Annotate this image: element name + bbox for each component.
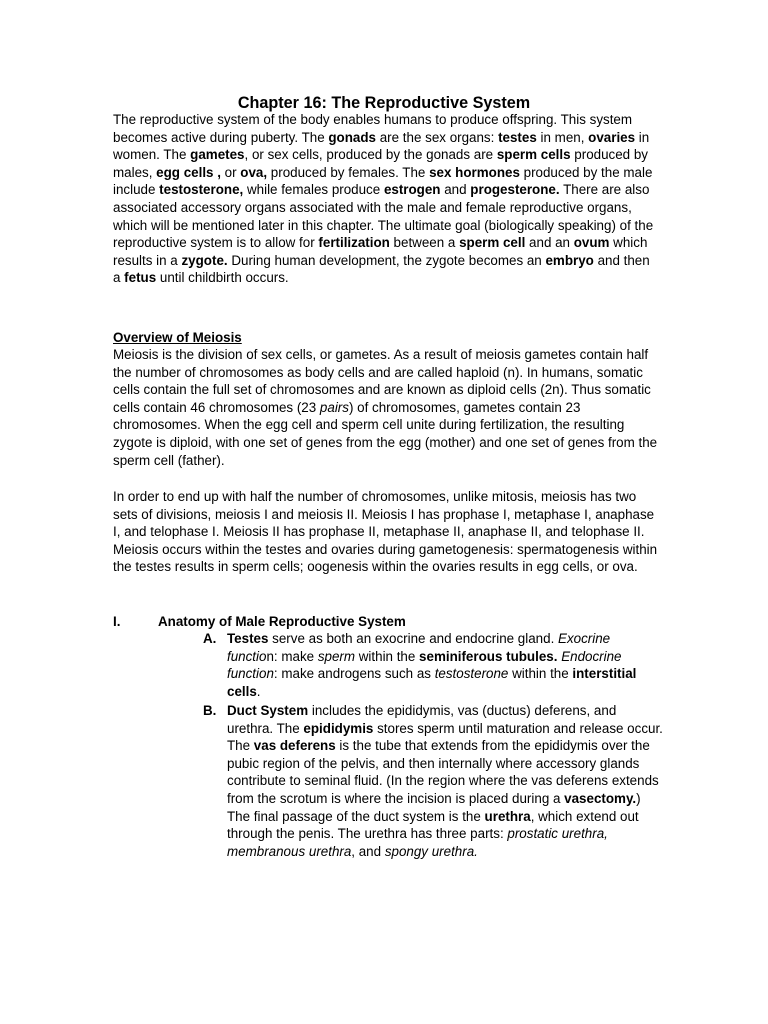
outline-heading-text: Anatomy of Male Reproductive System bbox=[158, 614, 406, 629]
bold-term: sex hormones bbox=[429, 164, 520, 180]
text-run: produced by females. The bbox=[267, 164, 430, 180]
outline-item-letter: B. bbox=[203, 703, 217, 718]
bold-term: embryo bbox=[545, 252, 594, 268]
text-run: produced by the male include bbox=[113, 164, 653, 198]
outline-item-text bbox=[227, 702, 663, 860]
bold-term: ovum bbox=[573, 235, 610, 251]
text-run: are the sex organs: bbox=[376, 129, 499, 145]
bold-term: egg cells , bbox=[156, 164, 221, 180]
text-run: Meiosis is the division of sex cells, or gametes. As a result of meiosis gametes contain half the number of chromosomes as body cells and are called haploid (n). In humans, somatic cells contain the full set of chromosomes and are known as diploid cells (2n). Thus somatic cells contain 46 chromosomes (23 bbox=[113, 347, 651, 415]
text-run: , or sex cells, produced by the gonads are bbox=[244, 147, 497, 163]
italic-term: testosterone bbox=[434, 666, 509, 682]
bold-term: ovaries bbox=[588, 129, 636, 145]
text-run: : make androgens such as bbox=[273, 666, 435, 682]
text-run: and bbox=[440, 182, 471, 198]
text-run: produced by males, bbox=[113, 147, 648, 180]
text-run: There are also associated accessory organs associated with the male and female reproductive organs, which will be mentioned later in this chapter. The ultimate goal (biologically speaking) of the reproductive system is to allow for bbox=[113, 182, 654, 251]
bold-term: epididymis bbox=[303, 720, 374, 736]
text-run: n: make bbox=[266, 648, 318, 664]
bold-term: zygote. bbox=[181, 252, 228, 268]
bold-term: vasectomy. bbox=[564, 790, 637, 806]
bold-term: sperm cells bbox=[496, 147, 571, 163]
bold-term: Testes bbox=[227, 631, 269, 646]
text-run: , and bbox=[351, 843, 385, 859]
text-run: and then a bbox=[113, 252, 650, 286]
bold-term: ova, bbox=[240, 164, 268, 180]
intro-paragraph bbox=[113, 111, 658, 287]
bold-term: gametes bbox=[190, 147, 245, 163]
italic-term: prostatic urethra, membranous urethra bbox=[227, 826, 608, 859]
text-run: in men, bbox=[536, 129, 589, 145]
italic-term: Exocrine functio bbox=[227, 631, 611, 664]
bold-term: sperm cell bbox=[459, 235, 526, 251]
italic-term: Endocrine function bbox=[227, 648, 622, 682]
bold-term: testes bbox=[498, 129, 537, 145]
section-heading-meiosis: Overview of Meiosis bbox=[113, 330, 242, 345]
text-run: in women. The bbox=[113, 129, 650, 163]
text-run: within the bbox=[355, 648, 420, 664]
meiosis-paragraph-1 bbox=[113, 346, 658, 469]
bold-term: progesterone. bbox=[470, 182, 560, 198]
page-title: Chapter 16: The Reproductive System bbox=[237, 94, 531, 112]
text-run: within the bbox=[508, 666, 573, 682]
bold-term: interstitial cells bbox=[227, 666, 637, 699]
text-run: serve as both an exocrine and endocrine gland. bbox=[268, 631, 559, 646]
outline-number: I. bbox=[113, 614, 121, 629]
outline-item-letter: A. bbox=[203, 631, 217, 646]
bold-term: urethra bbox=[484, 808, 531, 824]
text-run: The reproductive system of the body enables humans to produce offspring. This system becomes active during puberty. The bbox=[113, 112, 633, 145]
bold-term: vas deferens bbox=[253, 738, 336, 754]
text-run: ) The final passage of the duct system is the bbox=[227, 790, 641, 824]
meiosis-paragraph-2 bbox=[113, 488, 658, 576]
bold-term: estrogen bbox=[383, 182, 441, 198]
italic-term: spongy urethra. bbox=[384, 843, 478, 859]
bold-term: seminiferous tubules. bbox=[419, 648, 558, 664]
text-run: is the tube that extends from the epididymis over the pubic region of the pelvis, and then internally where accessory glands contribute to seminal fluid. (In the region where the vas deferens extends from the scrotum is where the incision is placed during a bbox=[227, 738, 659, 806]
text-run: and an bbox=[525, 235, 574, 251]
text-run: while females produce bbox=[243, 182, 384, 198]
text-run: ) of chromosomes, gametes contain 23 chromosomes. When the egg cell and sperm cell unite during fertilization, the resulting zygote is diploid, with one set of genes from the egg (mother) and one set of genes from the sperm cell (father). bbox=[113, 399, 658, 468]
outline-item-duct-system bbox=[203, 702, 663, 860]
bold-term: testosterone, bbox=[159, 182, 244, 198]
text-run: During human development, the zygote becomes an bbox=[227, 252, 546, 268]
text-run: In order to end up with half the number of chromosomes, unlike mitosis, meiosis has two sets of divisions, meiosis I and meiosis II. Meiosis I has prophase I, metaphase I, anaphase I, and telophase I. Meiosis II has prophase II, metaphase II, anaphase II, and telophase II. Meiosis occurs within the testes and ovaries during gametogenesis: spermatogenesis within the testes results in sperm cells; oogenesis within the ovaries results in egg cells, or ova. bbox=[113, 489, 658, 575]
outline-item-testes bbox=[203, 630, 663, 700]
text-run: stores sperm until maturation and release occur. The bbox=[227, 720, 663, 754]
italic-term: pairs bbox=[319, 399, 349, 415]
text-run: or bbox=[220, 164, 241, 180]
bold-term: fertilization bbox=[318, 235, 390, 251]
text-run: until childbirth occurs. bbox=[156, 270, 289, 286]
text-run: , which extend out through the penis. The urethra has three parts: bbox=[227, 808, 639, 842]
text-run: . bbox=[256, 683, 261, 699]
bold-term: gonads bbox=[328, 129, 376, 145]
bold-term: Duct System bbox=[227, 703, 309, 718]
bold-term: fetus bbox=[124, 270, 157, 286]
outline-item-text bbox=[227, 630, 663, 700]
text-run: between a bbox=[389, 235, 460, 251]
text-run: which results in a bbox=[113, 235, 648, 268]
italic-term: sperm bbox=[317, 648, 356, 664]
text-run: includes the epididymis, vas (ductus) deferens, and urethra. The bbox=[227, 703, 617, 736]
